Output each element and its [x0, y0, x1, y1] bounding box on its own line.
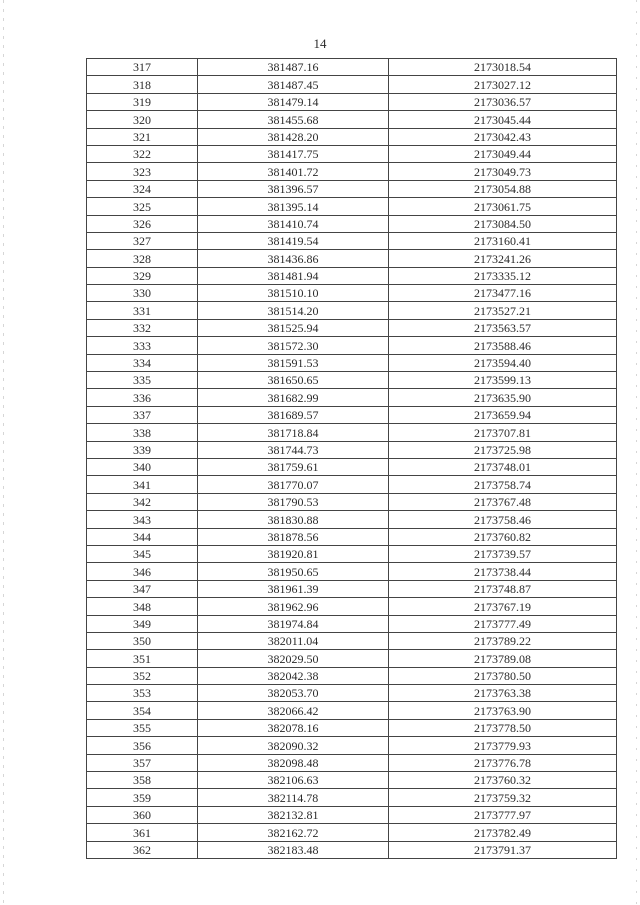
table-row	[87, 632, 617, 649]
table-row	[87, 76, 617, 93]
table-row	[87, 59, 617, 76]
x-coordinate-cell: 381920.81	[198, 545, 389, 562]
x-coordinate-cell: 381572.30	[198, 337, 389, 354]
point-number-cell: 339	[87, 441, 198, 458]
x-coordinate-cell: 381790.53	[198, 493, 389, 510]
y-coordinate-cell: 2173160.41	[389, 232, 617, 249]
y-coordinate-cell: 2173776.78	[389, 754, 617, 771]
x-coordinate-cell: 381401.72	[198, 163, 389, 180]
point-number-cell: 332	[87, 319, 198, 336]
x-coordinate-cell: 382053.70	[198, 685, 389, 702]
x-coordinate-cell: 381830.88	[198, 511, 389, 528]
point-number-cell: 359	[87, 789, 198, 806]
y-coordinate-cell: 2173707.81	[389, 424, 617, 441]
y-coordinate-cell: 2173738.44	[389, 563, 617, 580]
y-coordinate-cell: 2173042.43	[389, 128, 617, 145]
point-number-cell: 351	[87, 650, 198, 667]
y-coordinate-cell: 2173335.12	[389, 267, 617, 284]
point-number-cell: 322	[87, 145, 198, 162]
x-coordinate-cell: 382066.42	[198, 702, 389, 719]
point-number-cell: 342	[87, 493, 198, 510]
point-number-cell: 320	[87, 111, 198, 128]
table-row	[87, 528, 617, 545]
table-row	[87, 163, 617, 180]
x-coordinate-cell: 381514.20	[198, 302, 389, 319]
x-coordinate-cell: 381479.14	[198, 93, 389, 110]
x-coordinate-cell: 381428.20	[198, 128, 389, 145]
table-row	[87, 545, 617, 562]
table-row	[87, 824, 617, 841]
point-number-cell: 321	[87, 128, 198, 145]
x-coordinate-cell: 382132.81	[198, 806, 389, 823]
x-coordinate-cell: 381718.84	[198, 424, 389, 441]
x-coordinate-cell: 382098.48	[198, 754, 389, 771]
coordinates-table	[86, 58, 617, 859]
point-number-cell: 358	[87, 772, 198, 789]
y-coordinate-cell: 2173760.32	[389, 772, 617, 789]
table-row	[87, 389, 617, 406]
table-row	[87, 789, 617, 806]
table-row	[87, 754, 617, 771]
table-row	[87, 128, 617, 145]
point-number-cell: 317	[87, 59, 198, 76]
point-number-cell: 328	[87, 250, 198, 267]
x-coordinate-cell: 381455.68	[198, 111, 389, 128]
table-row	[87, 772, 617, 789]
x-coordinate-cell: 381950.65	[198, 563, 389, 580]
point-number-cell: 338	[87, 424, 198, 441]
point-number-cell: 355	[87, 719, 198, 736]
x-coordinate-cell: 381961.39	[198, 580, 389, 597]
table-row	[87, 598, 617, 615]
table-row	[87, 667, 617, 684]
point-number-cell: 350	[87, 632, 198, 649]
point-number-cell: 349	[87, 615, 198, 632]
point-number-cell: 319	[87, 93, 198, 110]
point-number-cell: 341	[87, 476, 198, 493]
y-coordinate-cell: 2173760.82	[389, 528, 617, 545]
y-coordinate-cell: 2173659.94	[389, 406, 617, 423]
x-coordinate-cell: 381744.73	[198, 441, 389, 458]
point-number-cell: 344	[87, 528, 198, 545]
point-number-cell: 326	[87, 215, 198, 232]
point-number-cell: 318	[87, 76, 198, 93]
table-row	[87, 458, 617, 475]
x-coordinate-cell: 381481.94	[198, 267, 389, 284]
y-coordinate-cell: 2173049.44	[389, 145, 617, 162]
table-row	[87, 372, 617, 389]
point-number-cell: 337	[87, 406, 198, 423]
table-row	[87, 198, 617, 215]
x-coordinate-cell: 381510.10	[198, 285, 389, 302]
point-number-cell: 348	[87, 598, 198, 615]
x-coordinate-cell: 381417.75	[198, 145, 389, 162]
point-number-cell: 347	[87, 580, 198, 597]
y-coordinate-cell: 2173725.98	[389, 441, 617, 458]
y-coordinate-cell: 2173759.32	[389, 789, 617, 806]
table-row	[87, 424, 617, 441]
y-coordinate-cell: 2173527.21	[389, 302, 617, 319]
table-row	[87, 493, 617, 510]
x-coordinate-cell: 381410.74	[198, 215, 389, 232]
y-coordinate-cell: 2173777.97	[389, 806, 617, 823]
point-number-cell: 336	[87, 389, 198, 406]
point-number-cell: 361	[87, 824, 198, 841]
table-row	[87, 250, 617, 267]
point-number-cell: 333	[87, 337, 198, 354]
x-coordinate-cell: 381682.99	[198, 389, 389, 406]
x-coordinate-cell: 381436.86	[198, 250, 389, 267]
table-row	[87, 702, 617, 719]
table-row	[87, 841, 617, 858]
point-number-cell: 327	[87, 232, 198, 249]
table-row	[87, 806, 617, 823]
coordinates-table-container	[86, 58, 613, 859]
point-number-cell: 343	[87, 511, 198, 528]
table-row	[87, 615, 617, 632]
x-coordinate-cell: 382029.50	[198, 650, 389, 667]
x-coordinate-cell: 381689.57	[198, 406, 389, 423]
x-coordinate-cell: 382042.38	[198, 667, 389, 684]
x-coordinate-cell: 381396.57	[198, 180, 389, 197]
table-row	[87, 406, 617, 423]
y-coordinate-cell: 2173791.37	[389, 841, 617, 858]
table-row	[87, 685, 617, 702]
y-coordinate-cell: 2173748.01	[389, 458, 617, 475]
y-coordinate-cell: 2173739.57	[389, 545, 617, 562]
table-row	[87, 354, 617, 371]
table-row	[87, 580, 617, 597]
y-coordinate-cell: 2173241.26	[389, 250, 617, 267]
y-coordinate-cell: 2173018.54	[389, 59, 617, 76]
y-coordinate-cell: 2173477.16	[389, 285, 617, 302]
x-coordinate-cell: 381974.84	[198, 615, 389, 632]
table-row	[87, 267, 617, 284]
y-coordinate-cell: 2173780.50	[389, 667, 617, 684]
x-coordinate-cell: 381770.07	[198, 476, 389, 493]
y-coordinate-cell: 2173748.87	[389, 580, 617, 597]
x-coordinate-cell: 382114.78	[198, 789, 389, 806]
y-coordinate-cell: 2173789.22	[389, 632, 617, 649]
y-coordinate-cell: 2173763.90	[389, 702, 617, 719]
x-coordinate-cell: 382011.04	[198, 632, 389, 649]
point-number-cell: 331	[87, 302, 198, 319]
point-number-cell: 324	[87, 180, 198, 197]
table-row	[87, 719, 617, 736]
table-row	[87, 180, 617, 197]
x-coordinate-cell: 381878.56	[198, 528, 389, 545]
table-row	[87, 145, 617, 162]
table-row	[87, 476, 617, 493]
point-number-cell: 345	[87, 545, 198, 562]
x-coordinate-cell: 382183.48	[198, 841, 389, 858]
y-coordinate-cell: 2173045.44	[389, 111, 617, 128]
y-coordinate-cell: 2173758.46	[389, 511, 617, 528]
y-coordinate-cell: 2173084.50	[389, 215, 617, 232]
point-number-cell: 357	[87, 754, 198, 771]
y-coordinate-cell: 2173758.74	[389, 476, 617, 493]
point-number-cell: 323	[87, 163, 198, 180]
point-number-cell: 362	[87, 841, 198, 858]
coordinates-table-body	[87, 59, 617, 859]
x-coordinate-cell: 382090.32	[198, 737, 389, 754]
y-coordinate-cell: 2173767.19	[389, 598, 617, 615]
table-row	[87, 511, 617, 528]
table-row	[87, 337, 617, 354]
x-coordinate-cell: 382162.72	[198, 824, 389, 841]
point-number-cell: 334	[87, 354, 198, 371]
x-coordinate-cell: 381419.54	[198, 232, 389, 249]
table-row	[87, 215, 617, 232]
point-number-cell: 325	[87, 198, 198, 215]
table-row	[87, 285, 617, 302]
table-row	[87, 319, 617, 336]
y-coordinate-cell: 2173789.08	[389, 650, 617, 667]
y-coordinate-cell: 2173767.48	[389, 493, 617, 510]
point-number-cell: 356	[87, 737, 198, 754]
x-coordinate-cell: 382078.16	[198, 719, 389, 736]
point-number-cell: 346	[87, 563, 198, 580]
x-coordinate-cell: 381591.53	[198, 354, 389, 371]
table-row	[87, 441, 617, 458]
x-coordinate-cell: 381487.45	[198, 76, 389, 93]
y-coordinate-cell: 2173777.49	[389, 615, 617, 632]
table-row	[87, 737, 617, 754]
y-coordinate-cell: 2173054.88	[389, 180, 617, 197]
page-number: 14	[313, 36, 327, 51]
y-coordinate-cell: 2173782.49	[389, 824, 617, 841]
point-number-cell: 330	[87, 285, 198, 302]
point-number-cell: 360	[87, 806, 198, 823]
table-row	[87, 302, 617, 319]
x-coordinate-cell: 381759.61	[198, 458, 389, 475]
x-coordinate-cell: 382106.63	[198, 772, 389, 789]
table-row	[87, 93, 617, 110]
x-coordinate-cell: 381962.96	[198, 598, 389, 615]
y-coordinate-cell: 2173049.73	[389, 163, 617, 180]
point-number-cell: 353	[87, 685, 198, 702]
table-row	[87, 111, 617, 128]
table-row	[87, 650, 617, 667]
table-row	[87, 232, 617, 249]
y-coordinate-cell: 2173635.90	[389, 389, 617, 406]
point-number-cell: 335	[87, 372, 198, 389]
y-coordinate-cell: 2173779.93	[389, 737, 617, 754]
x-coordinate-cell: 381525.94	[198, 319, 389, 336]
point-number-cell: 340	[87, 458, 198, 475]
y-coordinate-cell: 2173027.12	[389, 76, 617, 93]
scan-edge-right	[636, 0, 637, 905]
y-coordinate-cell: 2173594.40	[389, 354, 617, 371]
y-coordinate-cell: 2173599.13	[389, 372, 617, 389]
y-coordinate-cell: 2173061.75	[389, 198, 617, 215]
x-coordinate-cell: 381395.14	[198, 198, 389, 215]
point-number-cell: 352	[87, 667, 198, 684]
y-coordinate-cell: 2173563.57	[389, 319, 617, 336]
table-row	[87, 563, 617, 580]
y-coordinate-cell: 2173036.57	[389, 93, 617, 110]
x-coordinate-cell: 381650.65	[198, 372, 389, 389]
y-coordinate-cell: 2173778.50	[389, 719, 617, 736]
x-coordinate-cell: 381487.16	[198, 59, 389, 76]
y-coordinate-cell: 2173763.38	[389, 685, 617, 702]
scan-edge-left	[3, 0, 4, 905]
point-number-cell: 329	[87, 267, 198, 284]
point-number-cell: 354	[87, 702, 198, 719]
y-coordinate-cell: 2173588.46	[389, 337, 617, 354]
